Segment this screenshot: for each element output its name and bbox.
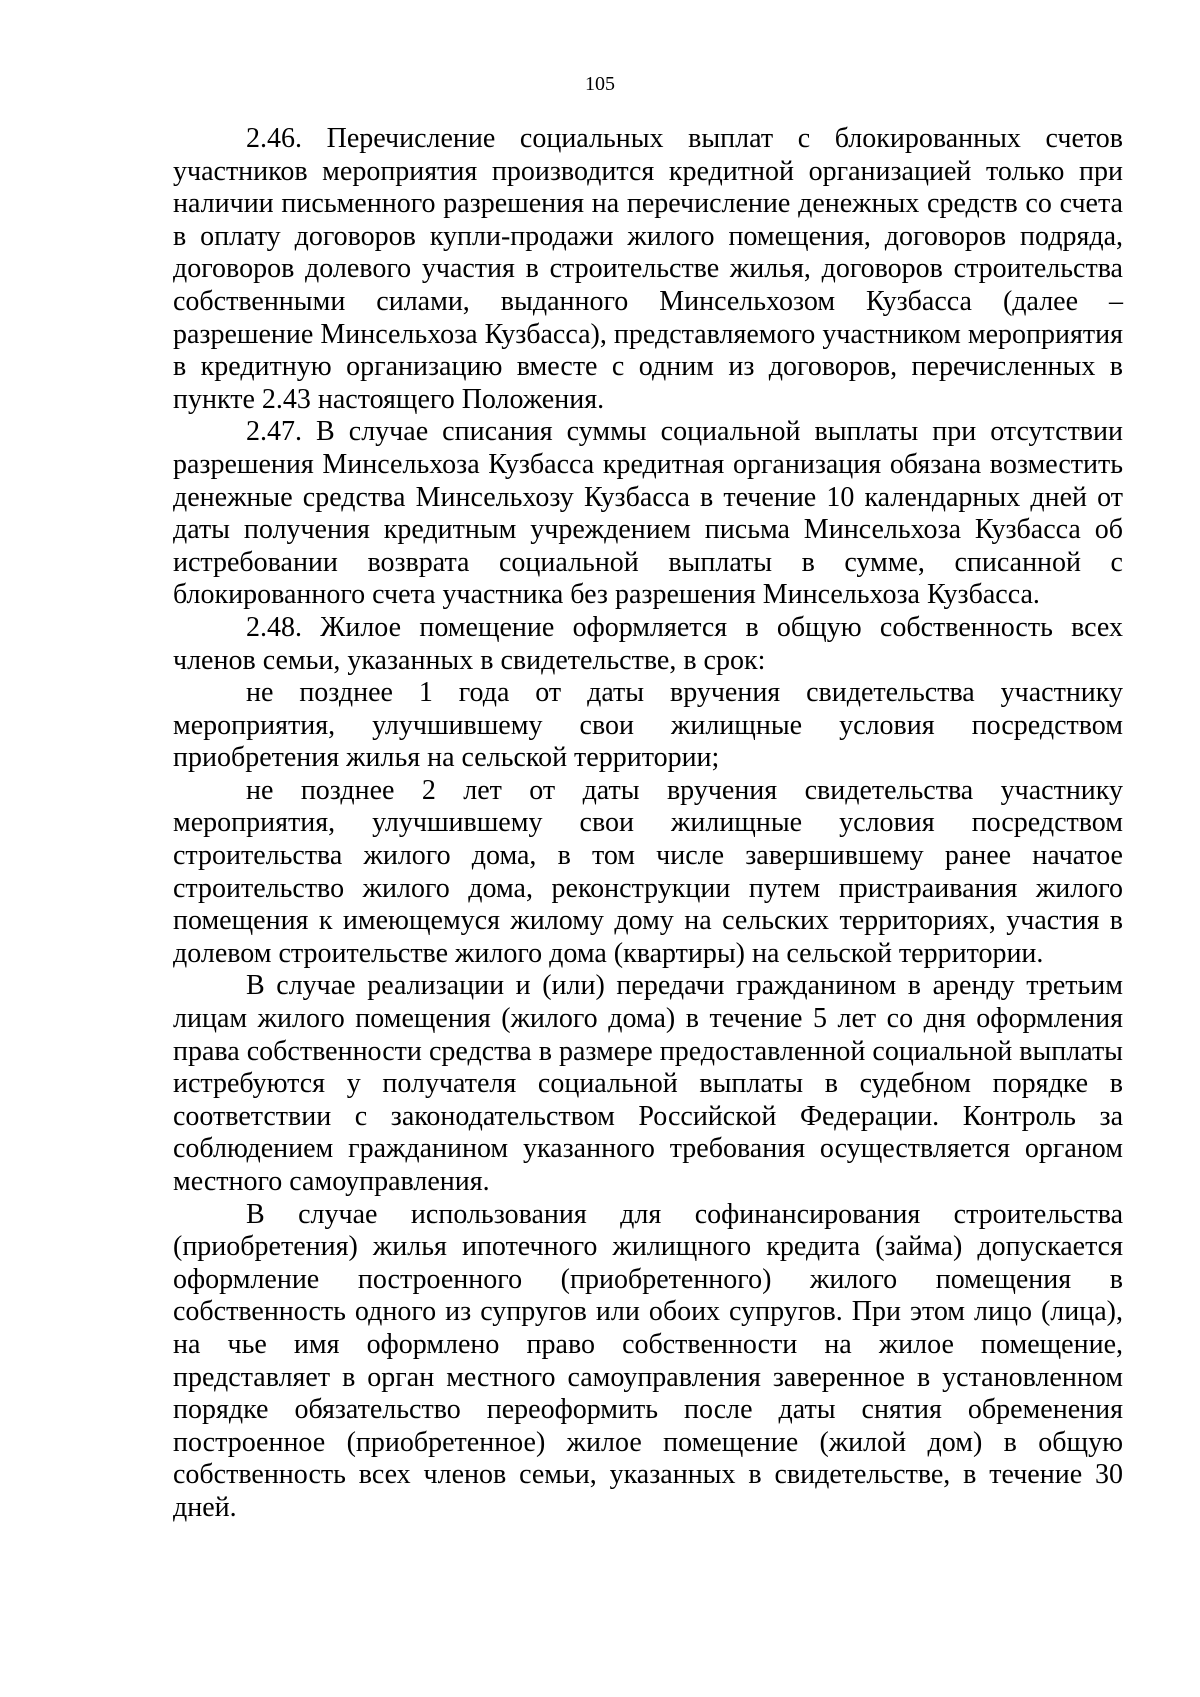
paragraph-2-47: 2.47. В случае списания суммы социальной выплаты при отсутствии разрешения Минсельхоза Кузбасса кредитная организация обязана возместить денежные средства Минсельхозу Кузбасса в течение 10 календарных дней от даты получения кредитным учреждением письма Минсельхоза Кузбасса об истребовании возврата социальной выплаты в сумме, списанной с блокированного счета участника без разрешения Минсельхоза Кузбасса.	[173, 416, 1123, 611]
paragraph-mortgage: В случае использования для софинансирования строительства (приобретения) жилья ипотечного жилищного кредита (займа) допускается оформление построенного (приобретенного) жилого помещения в собственность одного из супругов или обоих супругов. При этом лицо (лица), на чье имя оформлено право собственности на жилое помещение, представляет в орган местного самоуправления заверенное в установленном порядке обязательство переоформить после даты снятия обременения построенное (приобретенное) жилое помещение (жилой дом) в общую собственность всех членов семьи, указанных в свидетельстве, в течение 30 дней.	[173, 1198, 1123, 1523]
paragraph-2-48: 2.48. Жилое помещение оформляется в общую собственность всех членов семьи, указанных в свидетельстве, в срок:	[173, 611, 1123, 676]
document-body	[173, 123, 1123, 1525]
paragraph-2-46: 2.46. Перечисление социальных выплат с блокированных счетов участников мероприятия производится кредитной организацией только при наличии письменного разрешения на перечисление денежных средств со счета в оплату договоров купли-продажи жилого помещения, договоров подряда, договоров долевого участия в строительстве жилья, договоров строительства собственными силами, выданного Минсельхозом Кузбасса (далее – разрешение Минсельхоза Кузбасса), представляемого участником мероприятия в кредитную организацию вместе с одним из договоров, перечисленных в пункте 2.43 настоящего Положения.	[173, 123, 1123, 415]
page-number: 105	[585, 73, 615, 95]
paragraph-deadline-purchase: не позднее 1 года от даты вручения свидетельства участнику мероприятия, улучшившему свои жилищные условия посредством приобретения жилья на сельской территории;	[173, 677, 1123, 774]
paragraph-sale-or-lease: В случае реализации и (или) передачи гражданином в аренду третьим лицам жилого помещения (жилого дома) в течение 5 лет со дня оформления права собственности средства в размере предоставленной социальной выплаты истребуются у получателя социальной выплаты в судебном порядке в соответствии с законодательством Российской Федерации. Контроль за соблюдением гражданином указанного требования осуществляется органом местного самоуправления.	[173, 970, 1123, 1197]
paragraph-deadline-construction: не позднее 2 лет от даты вручения свидетельства участнику мероприятия, улучшившему свои жилищные условия посредством строительства жилого дома, в том числе завершившему ранее начатое строительство жилого дома, реконструкции путем пристраивания жилого помещения к имеющемуся жилому дому на сельских территориях, участия в долевом строительстве жилого дома (квартиры) на сельской территории.	[173, 774, 1123, 969]
